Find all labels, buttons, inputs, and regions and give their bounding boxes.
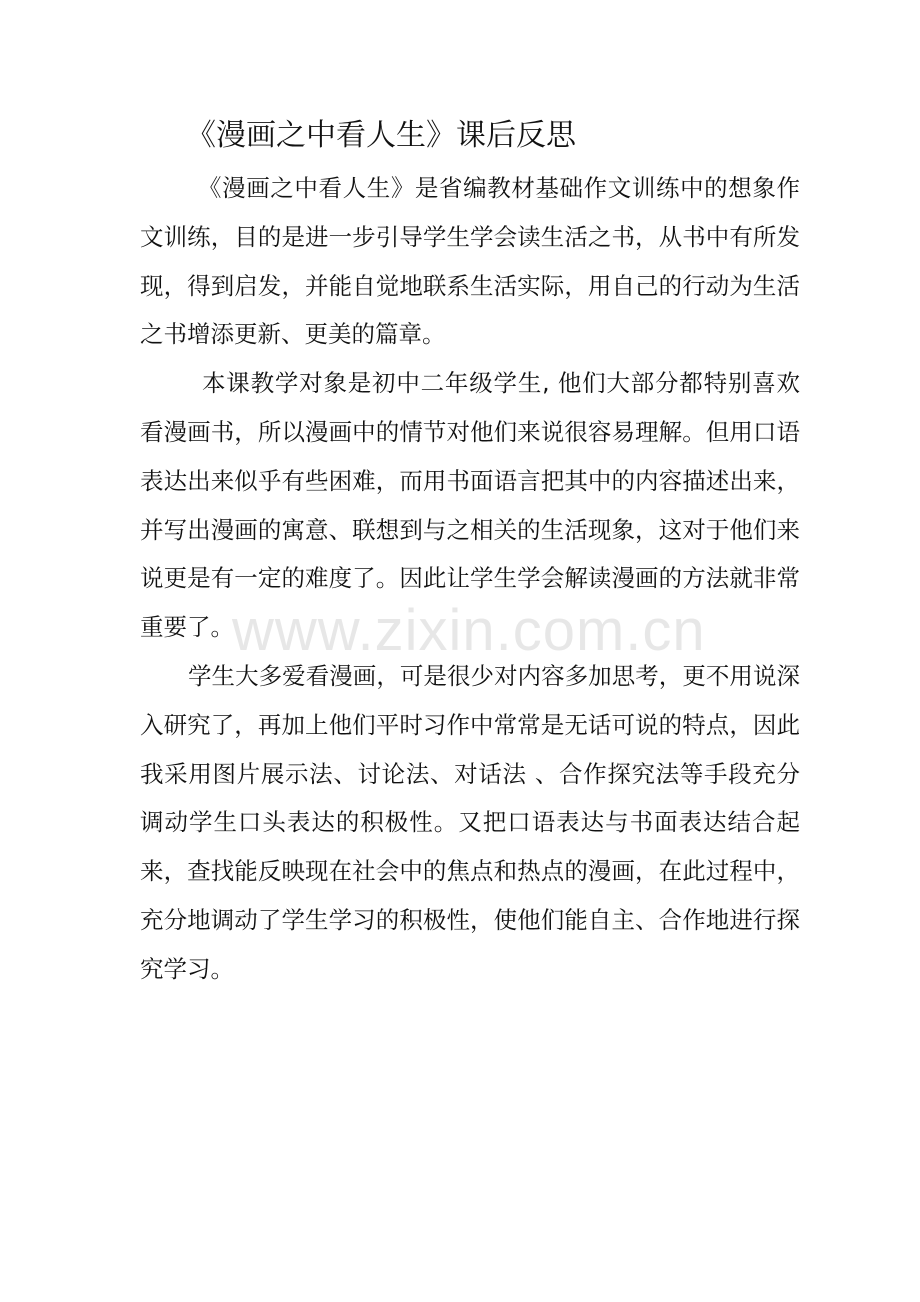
- watermark: www.zixin.com.cn: [232, 598, 706, 663]
- document-body: [140, 164, 800, 994]
- document-title: 《漫画之中看人生》课后反思: [186, 118, 576, 153]
- paragraph-methods: 学生大多爱看漫画，可是很少对内容多加思考，更不用说深入研究了，再加上他们平时习作中常常是无话可说的特点，因此我采用图片展示法、讨论法、对话法 、合作探究法等手段充分调动学生口头表达的积极性。又把口语表达与书面表达结合起来，查找能反映现在社会中的焦点和热点的漫画，在此过程中，充分地调动了学生学习的积极性，使他们能自主、合作地进行探究学习。: [140, 661, 800, 983]
- paragraph-students: 本课教学对象是初中二年级学生, 他们大部分都特别喜欢看漫画书，所以漫画中的情节对他们来说很容易理解。但用口语表达出来似乎有些困难，而用书面语言把其中的内容描述出来，并写出漫画的寓意、联想到与之相关的生活现象，这对于他们来说更是有一定的难度了。因此让学生学会解读漫画的方法就非常重要了。: [140, 369, 800, 642]
- paragraph-intro: 《漫画之中看人生》是省编教材基础作文训练中的想象作文训练，目的是进一步引导学生学会读生活之书，从书中有所发现，得到启发，并能自觉地联系生活实际，用自己的行动为生活之书增添更新、更美的篇章。: [140, 174, 800, 349]
